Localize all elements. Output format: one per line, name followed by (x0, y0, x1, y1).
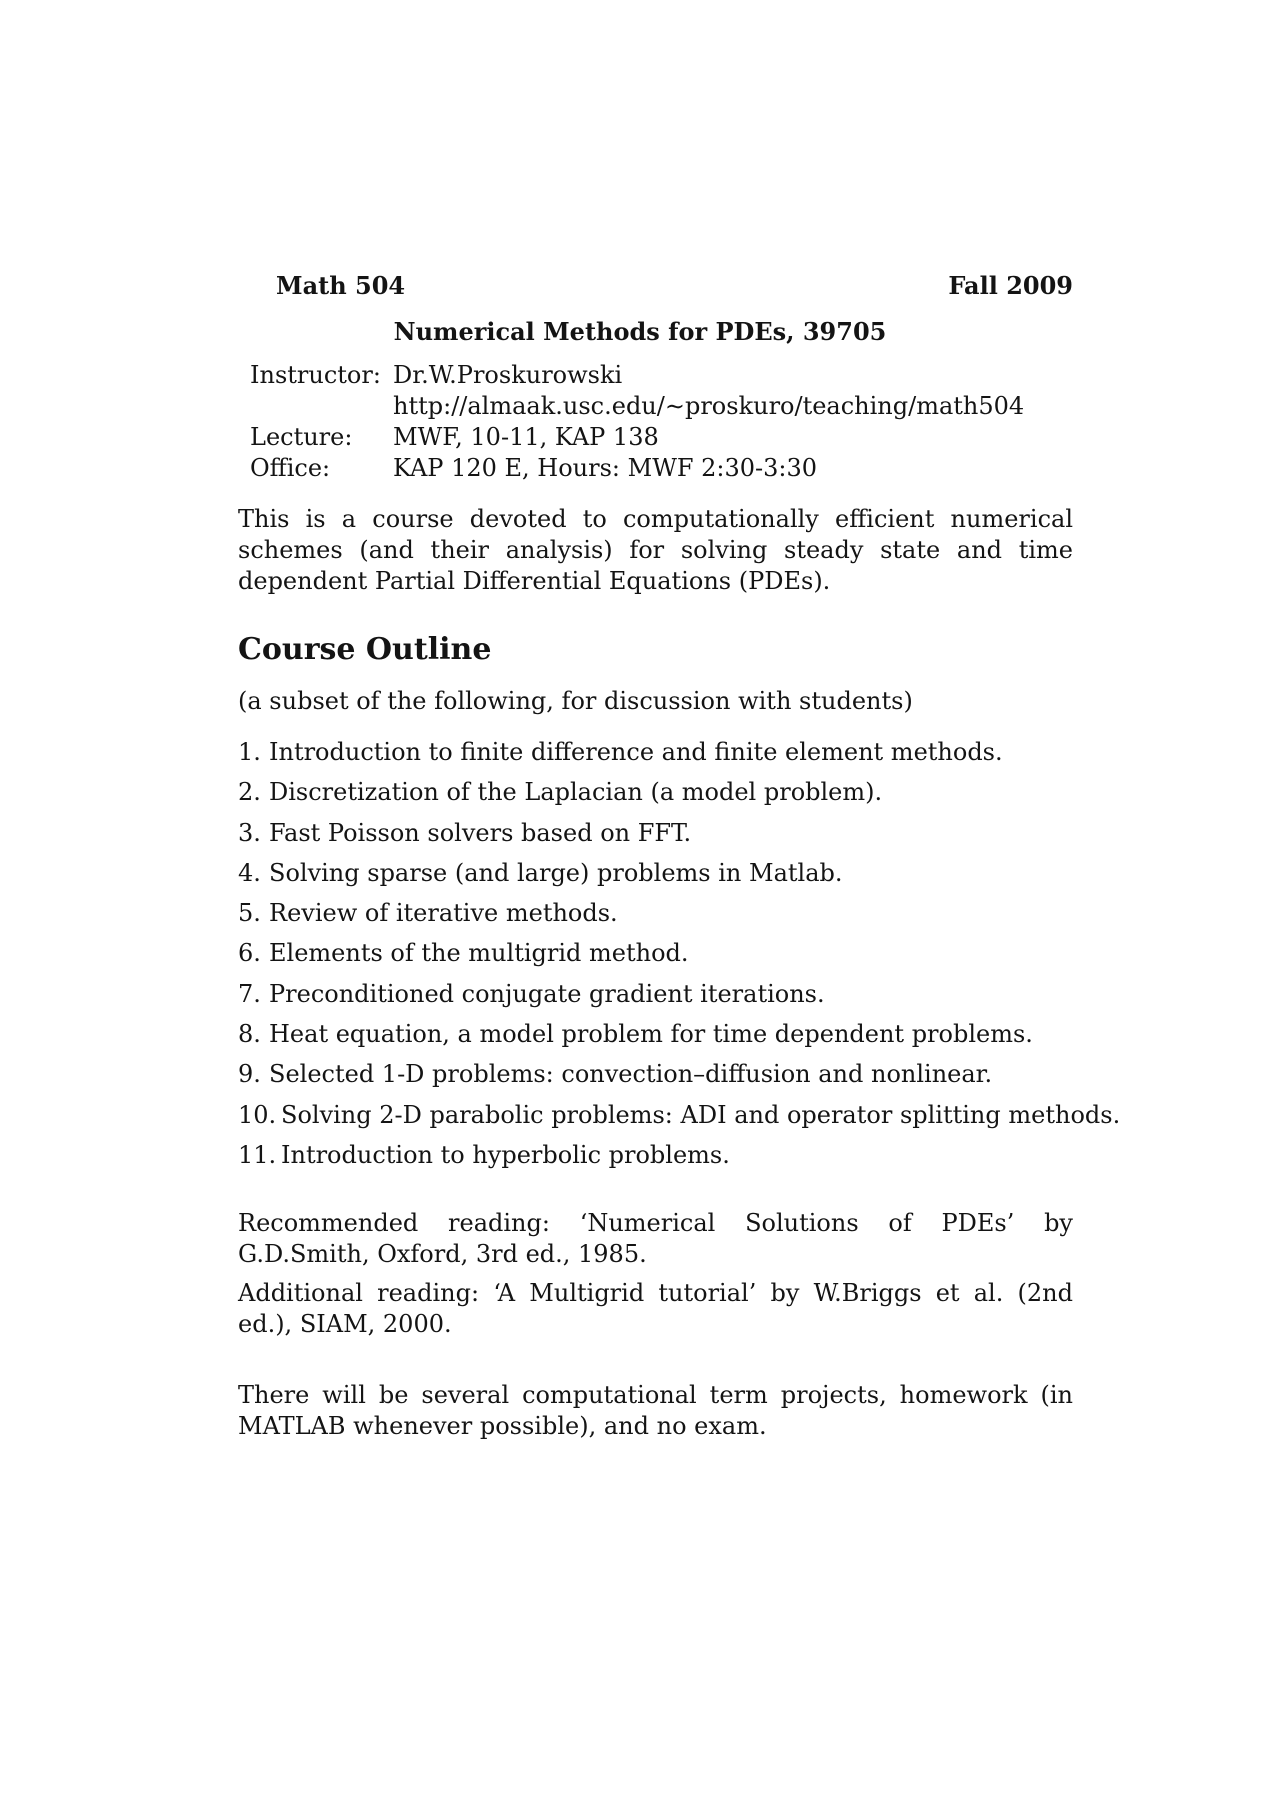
instructor-label: Instructor: (250, 361, 381, 389)
instructor-row (250, 360, 1024, 391)
outline-item-text: Solving 2-D parabolic problems: ADI and operator splitting methods. (281, 1100, 1121, 1129)
outline-item-text: Introduction to finite difference and finite element methods. (269, 738, 1003, 766)
office-label: Office: (250, 454, 331, 482)
outline-item-number: 6. (238, 939, 261, 968)
outline-item (238, 1100, 1120, 1140)
outline-item-number: 9. (238, 1060, 261, 1089)
outline-item-number: 7. (238, 979, 261, 1008)
outline-item-number: 5. (238, 899, 261, 928)
outline-item-number: 3. (238, 818, 261, 847)
outline-item-text: Review of iterative methods. (269, 899, 618, 928)
outline-item-text: Heat equation, a model problem for time dependent problems. (269, 1020, 1033, 1049)
projects-paragraph: There will be several computational term projects, homework (in MATLAB whenever possible), and no exam. (238, 1381, 1073, 1440)
outline-item (238, 979, 1120, 1019)
instructor-url[interactable]: http://almaak.usc.edu/∼proskuro/teaching/math504 (393, 392, 1025, 420)
course-info (250, 360, 1024, 484)
outline-item (238, 1140, 1120, 1180)
outline-item-number: 1. (238, 738, 261, 766)
outline-item (238, 858, 1120, 898)
outline-item-text: Discretization of the Laplacian (a model problem). (269, 778, 883, 807)
outline-item (238, 737, 1120, 777)
outline-item (238, 898, 1120, 938)
lecture-value: MWF, 10-11, KAP 138 (393, 423, 659, 451)
outline-item (238, 938, 1120, 978)
lecture-label: Lecture: (250, 423, 353, 451)
outline-item-text: Preconditioned conjugate gradient iterations. (269, 979, 825, 1008)
outline-list (238, 737, 1120, 1180)
url-row (250, 391, 1024, 422)
outline-item-text: Elements of the multigrid method. (269, 939, 689, 968)
recommended-reading: Recommended reading: ‘Numerical Solutions of PDEs’ by G.D.Smith, Oxford, 3rd ed., 1985. (238, 1209, 1073, 1268)
outline-item-number: 4. (238, 858, 261, 887)
lecture-row (250, 422, 1024, 453)
course-title: Numerical Methods for PDEs, 39705 (393, 317, 887, 346)
outline-item (238, 1059, 1120, 1099)
office-value: KAP 120 E, Hours: MWF 2:30-3:30 (393, 454, 818, 482)
outline-item-text: Introduction to hyperbolic problems. (281, 1140, 730, 1169)
office-row (250, 453, 1024, 484)
outline-item-text: Solving sparse (and large) problems in Matlab. (269, 858, 843, 887)
intro-paragraph: This is a course devoted to computationally efficient numerical schemes (and their analysis) for solving steady state and time dependent Partial Differential Equations (PDEs). (238, 505, 1073, 595)
term: Fall 2009 (948, 271, 1073, 300)
outline-item-text: Selected 1-D problems: convection–diffusion and nonlinear. (269, 1060, 993, 1089)
outline-item-number: 2. (238, 778, 261, 807)
outline-note: (a subset of the following, for discussion with students) (238, 687, 913, 715)
outline-item (238, 1019, 1120, 1059)
outline-item-number: 8. (238, 1020, 261, 1049)
outline-item (238, 777, 1120, 817)
outline-item-number: 11. (238, 1140, 277, 1169)
additional-reading: Additional reading: ‘A Multigrid tutorial’ by W.Briggs et al. (2nd ed.), SIAM, 2000. (238, 1279, 1073, 1338)
outline-item-text: Fast Poisson solvers based on FFT. (269, 818, 692, 847)
course-number: Math 504 (276, 271, 406, 300)
outline-heading: Course Outline (238, 632, 492, 667)
outline-item-number: 10. (238, 1100, 277, 1129)
instructor-name: Dr.W.Proskurowski (393, 361, 623, 389)
outline-item (238, 818, 1120, 858)
